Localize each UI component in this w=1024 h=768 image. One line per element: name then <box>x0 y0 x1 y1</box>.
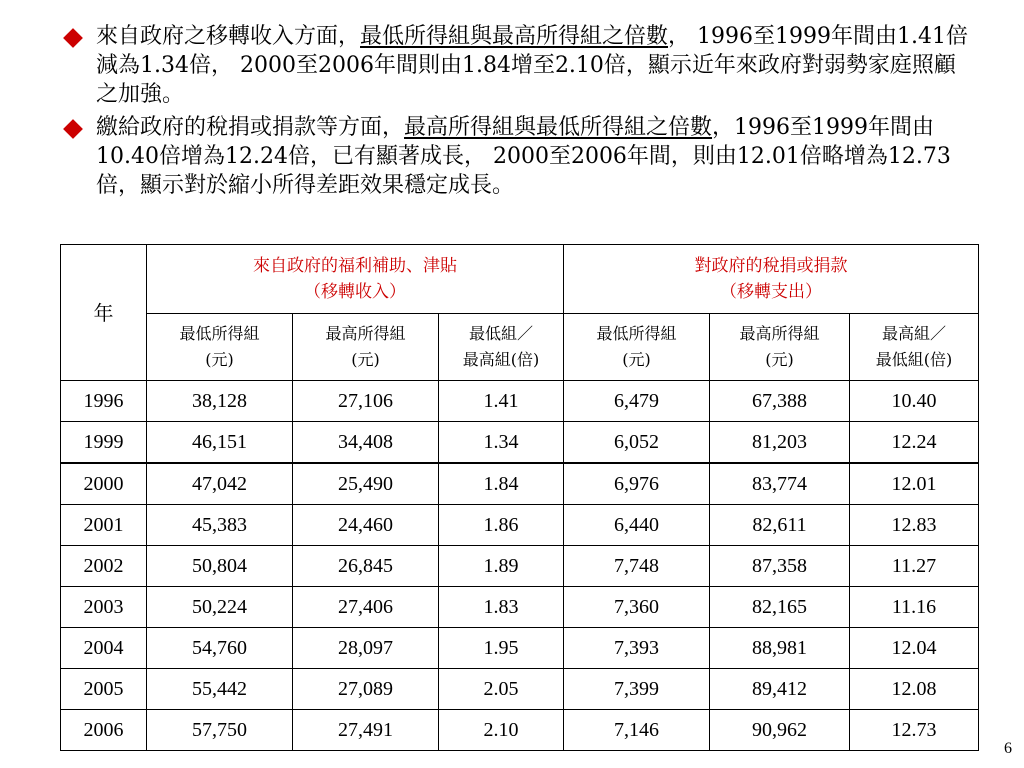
value-cell: 6,479 <box>564 381 710 422</box>
diamond-bullet-icon <box>63 28 83 48</box>
value-cell: 6,440 <box>564 505 710 546</box>
value-cell: 90,962 <box>710 710 850 751</box>
group-header-line: 來自政府的福利補助、津貼 <box>253 256 457 276</box>
income-transfer-table <box>60 244 979 751</box>
table-row <box>61 710 979 751</box>
value-cell: 1.41 <box>439 381 564 422</box>
column-header <box>850 314 979 381</box>
value-cell: 1.83 <box>439 587 564 628</box>
value-cell: 46,151 <box>147 422 293 464</box>
year-cell: 2004 <box>61 628 147 669</box>
value-cell: 12.24 <box>850 422 979 464</box>
column-header-line: (元) <box>351 350 380 369</box>
column-header <box>564 314 710 381</box>
column-header-line: (元) <box>622 350 651 369</box>
value-cell: 11.16 <box>850 587 979 628</box>
value-cell: 47,042 <box>147 463 293 505</box>
value-cell: 28,097 <box>293 628 439 669</box>
table-row <box>61 381 979 422</box>
value-cell: 81,203 <box>710 422 850 464</box>
bullet-list <box>58 22 968 204</box>
bullet-text-underlined: 最低所得組與最高所得組之倍數 <box>360 24 669 49</box>
bullet-text-part: 來自政府之移轉收入方面， <box>96 24 361 49</box>
column-header-line: 最高組(倍) <box>462 350 540 369</box>
column-header <box>710 314 850 381</box>
group-header-line: （移轉支出） <box>720 282 823 302</box>
value-cell: 50,224 <box>147 587 293 628</box>
value-cell: 6,052 <box>564 422 710 464</box>
value-cell: 12.01 <box>850 463 979 505</box>
value-cell: 27,089 <box>293 669 439 710</box>
value-cell: 1.34 <box>439 422 564 464</box>
value-cell: 67,388 <box>710 381 850 422</box>
column-header-line: 最低組(倍) <box>875 350 953 369</box>
table-row <box>61 463 979 505</box>
value-cell: 11.27 <box>850 546 979 587</box>
value-cell: 27,491 <box>293 710 439 751</box>
value-cell: 57,750 <box>147 710 293 751</box>
value-cell: 1.89 <box>439 546 564 587</box>
value-cell: 24,460 <box>293 505 439 546</box>
bullet-text-part: ， 1996至1999年間由1.41倍減為1.34倍， 2000至2006年間則由1.84增至2.10倍，顯示近年來政府對弱勢家庭照顧之加強。 <box>96 24 968 107</box>
bullet-item <box>58 113 968 200</box>
value-cell: 27,106 <box>293 381 439 422</box>
year-cell: 2005 <box>61 669 147 710</box>
value-cell: 1.86 <box>439 505 564 546</box>
column-header-line: 最高組／ <box>882 324 947 343</box>
year-cell: 2002 <box>61 546 147 587</box>
bullet-text <box>96 22 968 109</box>
column-header <box>147 314 293 381</box>
value-cell: 7,399 <box>564 669 710 710</box>
value-cell: 82,165 <box>710 587 850 628</box>
value-cell: 12.04 <box>850 628 979 669</box>
value-cell: 27,406 <box>293 587 439 628</box>
table-body <box>61 381 979 751</box>
value-cell: 10.40 <box>850 381 979 422</box>
value-cell: 2.10 <box>439 710 564 751</box>
value-cell: 88,981 <box>710 628 850 669</box>
page-number: 6 <box>1004 740 1012 757</box>
table-row <box>61 546 979 587</box>
column-header-line: 最高所得組 <box>739 324 820 343</box>
year-cell: 2001 <box>61 505 147 546</box>
bullet-text-underlined: 最高所得組與最低所得組之倍數 <box>404 115 713 140</box>
column-header <box>439 314 564 381</box>
bullet-text <box>96 113 968 200</box>
table-row <box>61 669 979 710</box>
value-cell: 38,128 <box>147 381 293 422</box>
table-row <box>61 422 979 464</box>
bullet-text-part: 繳給政府的稅捐或捐款等方面， <box>96 115 405 140</box>
bullet-text-part: ，1996至1999年間由10.40倍增為12.24倍，已有顯著成長， 2000至2006年間，則由12.01倍略增為12.73倍，顯示對於縮小所得差距效果穩定成長。 <box>96 115 951 198</box>
year-header: 年 <box>61 245 147 381</box>
value-cell: 54,760 <box>147 628 293 669</box>
value-cell: 7,360 <box>564 587 710 628</box>
subheader-row <box>61 314 979 381</box>
year-cell: 1999 <box>61 422 147 464</box>
year-cell: 2000 <box>61 463 147 505</box>
value-cell: 87,358 <box>710 546 850 587</box>
value-cell: 12.08 <box>850 669 979 710</box>
value-cell: 7,393 <box>564 628 710 669</box>
table-row <box>61 587 979 628</box>
year-cell: 2006 <box>61 710 147 751</box>
value-cell: 50,804 <box>147 546 293 587</box>
table-row <box>61 628 979 669</box>
value-cell: 89,412 <box>710 669 850 710</box>
group-header-transfer-expense <box>564 245 979 314</box>
value-cell: 26,845 <box>293 546 439 587</box>
value-cell: 34,408 <box>293 422 439 464</box>
column-header-line: 最低所得組 <box>179 324 260 343</box>
group-header-transfer-income <box>147 245 564 314</box>
column-header-line: 最低組／ <box>469 324 534 343</box>
value-cell: 25,490 <box>293 463 439 505</box>
column-header <box>293 314 439 381</box>
value-cell: 7,146 <box>564 710 710 751</box>
bullet-item <box>58 22 968 109</box>
value-cell: 2.05 <box>439 669 564 710</box>
diamond-bullet-icon <box>63 119 83 139</box>
value-cell: 6,976 <box>564 463 710 505</box>
group-header-line: （移轉收入） <box>304 282 406 302</box>
column-header-line: (元) <box>765 350 794 369</box>
year-cell: 2003 <box>61 587 147 628</box>
value-cell: 12.83 <box>850 505 979 546</box>
year-cell: 1996 <box>61 381 147 422</box>
value-cell: 55,442 <box>147 669 293 710</box>
value-cell: 82,611 <box>710 505 850 546</box>
column-header-line: 最低所得組 <box>596 324 677 343</box>
value-cell: 83,774 <box>710 463 850 505</box>
group-header-line: 對政府的稅捐或捐款 <box>694 256 848 276</box>
value-cell: 45,383 <box>147 505 293 546</box>
value-cell: 7,748 <box>564 546 710 587</box>
value-cell: 1.95 <box>439 628 564 669</box>
table-row <box>61 505 979 546</box>
value-cell: 12.73 <box>850 710 979 751</box>
value-cell: 1.84 <box>439 463 564 505</box>
column-header-line: (元) <box>205 350 234 369</box>
column-header-line: 最高所得組 <box>325 324 406 343</box>
